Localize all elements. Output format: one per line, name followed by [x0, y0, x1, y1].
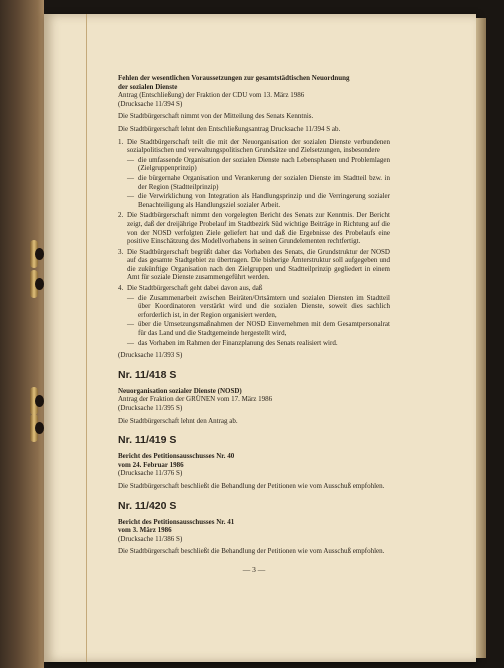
item-text: Die Stadtbürgerschaft teilt die mit der Neuorganisation der sozialen Dienste verbundenen sozialpolitischen und verwaltungspolitischen Grundsätze und Zielsetzungen, insbesondere: [127, 137, 390, 155]
section-title: der sozialen Dienste: [118, 82, 178, 91]
print-reference: (Drucksache 11/395 S): [118, 404, 183, 412]
dash-text: die Verwirklichung von Integration als Handlungsprinzip und die Verringerung sozialer Benachteiligung als Handlungsziel sozialer Arbeit.: [138, 192, 390, 209]
numbered-item: [118, 284, 390, 293]
dash-marker: —: [127, 320, 134, 329]
dash-marker: —: [127, 173, 134, 182]
motion-line: Antrag (Entschließung) der Fraktion der CDU vom 13. März 1986: [118, 91, 305, 100]
item-text: Die Stadtbürgerschaft geht dabei davon aus, daß: [127, 284, 263, 293]
dash-item: [127, 174, 390, 191]
item-text: Die Stadtbürgerschaft nimmt den vorgelegten Bericht des Senats zur Kenntnis. Der Bericht zeigt, daß der dreijährige Probelauf im Stadtbezirk Süd wichtige Beiträge in Richtung auf die von der NOSD verfolgten Ziele geliefert hat und daß die Ergebnisse des Probelaufs eine positive Einschätzung des Modellvorhabens in seinen Grundelementen rechtfertigt.: [127, 211, 390, 246]
gutter-line: [86, 14, 87, 662]
binder-spine: [0, 0, 44, 668]
dash-item: [127, 339, 390, 348]
dash-text: über die Umsetzungsmaßnahmen der NOSD Einvernehmen mit dem Gesamtpersonalrat für das Land und die Stadtgemeinde hergestellt wird,: [138, 320, 390, 338]
print-reference: (Drucksache 11/376 S): [118, 469, 183, 478]
dash-item: [127, 192, 390, 209]
item-number: 1.: [118, 137, 124, 146]
item-number: 2.: [118, 211, 124, 220]
dash-marker: —: [127, 338, 134, 347]
section-title: vom 3. März 1986: [118, 526, 172, 535]
dash-text: die umfassende Organisation der sozialen Dienste nach Lebensphasen und Problemlagen (Zielgruppenprinzip): [138, 155, 390, 173]
decision-text: Die Stadtbürgerschaft beschließt die Behandlung der Petitionen wie vom Ausschuß empfohlen.: [118, 547, 385, 556]
page-stack-edge: [476, 18, 486, 658]
item-number: 3.: [118, 247, 124, 256]
decision-text: Die Stadtbürgerschaft lehnt den Antrag ab.: [118, 416, 238, 425]
section-heading: Nr. 11/419 S: [118, 434, 177, 447]
numbered-item: [118, 211, 390, 245]
document-body: [118, 74, 390, 575]
decision-text: Die Stadtbürgerschaft nimmt von der Mitteilung des Senats Kenntnis.: [118, 112, 314, 121]
motion-line: Antrag der Fraktion der GRÜNEN vom 17. März 1986: [118, 395, 273, 404]
print-reference: (Drucksache 11/386 S): [118, 534, 183, 543]
numbered-item: [118, 248, 390, 282]
dash-text: die bürgernahe Organisation und Verankerung der sozialen Dienste im Stadtteil bzw. in der Region (Stadtteilprinzip): [138, 173, 390, 191]
decision-text: Die Stadtbürgerschaft lehnt den Entschließungsantrag Drucksache 11/394 S ab.: [118, 124, 341, 133]
dash-marker: —: [127, 155, 134, 164]
dash-item: [127, 294, 390, 320]
dash-marker: —: [127, 192, 134, 201]
section-title: Bericht des Petitionsausschusses Nr. 40: [118, 452, 235, 461]
section-title: vom 24. Februar 1986: [118, 460, 184, 469]
print-reference: (Drucksache 11/393 S): [118, 351, 183, 360]
section-title: Fehlen der wesentlichen Voraussetzungen zur gesamtstädtischen Neuordnung: [118, 74, 350, 82]
item-text: Die Stadtbürgerschaft begrüßt daher das Vorhaben des Senats, die Grundstruktur der NOSD auf das gesamte Stadtgebiet zu übertragen. Die bisherige Ämterstruktur soll aufgegeben und die zukünftige Organisation nach den Zielgruppen und Stadtteilprinzip gegliedert in einem Amt für soziale Dienste zusammengeführt werden.: [127, 247, 390, 282]
dash-marker: —: [127, 293, 134, 302]
section-heading: Nr. 11/418 S: [118, 368, 177, 381]
section-title: Neuorganisation sozialer Dienste (NOSD): [118, 386, 242, 395]
section-heading: Nr. 11/420 S: [118, 499, 177, 512]
decision-text: Die Stadtbürgerschaft beschließt die Behandlung der Petitionen wie vom Ausschuß empfohlen.: [118, 481, 385, 490]
dash-text: die Zusammenarbeit zwischen Beiräten/Ortsämtern und sozialen Diensten im Stadtteil über Koordinatoren verstärkt wird und die sozialen Dienste, soweit dies sachlich erforderlich ist, in der Region organisiert werden,: [138, 293, 390, 319]
page-number: — 3 —: [242, 564, 266, 574]
dash-text: das Vorhaben im Rahmen der Finanzplanung des Senats realisiert wird.: [138, 338, 338, 347]
dash-item: [127, 156, 390, 173]
print-reference: (Drucksache 11/394 S): [118, 99, 183, 108]
section-title: Bericht des Petitionsausschusses Nr. 41: [118, 517, 235, 526]
item-number: 4.: [118, 284, 124, 293]
numbered-item: [118, 138, 390, 155]
dash-item: [127, 320, 390, 337]
